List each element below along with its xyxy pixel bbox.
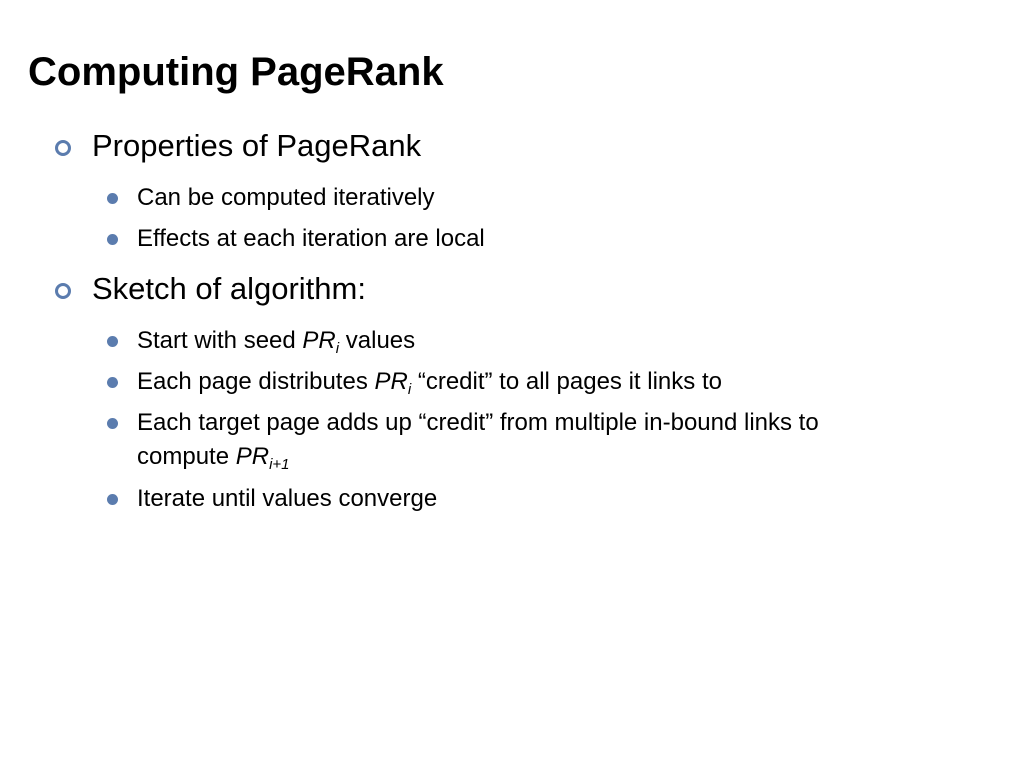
list-item-continuation bbox=[137, 441, 290, 472]
dot-bullet-icon bbox=[107, 336, 118, 347]
pr-variable bbox=[302, 327, 340, 357]
text-segment: Start with seed bbox=[137, 327, 303, 354]
text-segment: values bbox=[339, 327, 416, 354]
text-segment: compute bbox=[137, 443, 236, 470]
dot-bullet-icon bbox=[107, 193, 118, 204]
dot-bullet-icon bbox=[107, 377, 118, 388]
list-item bbox=[137, 366, 722, 397]
section-heading-properties: Properties of PageRank bbox=[92, 128, 422, 163]
pr-variable bbox=[374, 368, 412, 398]
list-item: Iterate until values converge bbox=[137, 485, 438, 512]
variable-subscript: i bbox=[335, 340, 340, 357]
variable-subscript: i bbox=[407, 381, 412, 398]
dot-bullet-icon bbox=[107, 494, 118, 505]
hollow-circle-bullet-icon bbox=[55, 283, 71, 299]
text-segment: Each page distributes bbox=[137, 368, 375, 395]
variable-subscript: i+1 bbox=[269, 456, 290, 473]
list-item: Effects at each iteration are local bbox=[137, 225, 485, 252]
pr-variable bbox=[235, 443, 290, 473]
variable-name: PR bbox=[235, 443, 270, 470]
dot-bullet-icon bbox=[107, 234, 118, 245]
slide-title: Computing PageRank bbox=[28, 50, 444, 94]
list-item: Each target page adds up “credit” from multiple in-bound links to bbox=[137, 409, 819, 436]
dot-bullet-icon bbox=[107, 418, 118, 429]
list-item bbox=[137, 325, 415, 356]
section-heading-sketch: Sketch of algorithm: bbox=[92, 271, 366, 306]
variable-name: PR bbox=[302, 327, 336, 354]
hollow-circle-bullet-icon bbox=[55, 140, 71, 156]
list-item: Can be computed iteratively bbox=[137, 184, 435, 211]
text-segment: “credit” to all pages it links to bbox=[411, 368, 722, 395]
variable-name: PR bbox=[374, 368, 408, 395]
